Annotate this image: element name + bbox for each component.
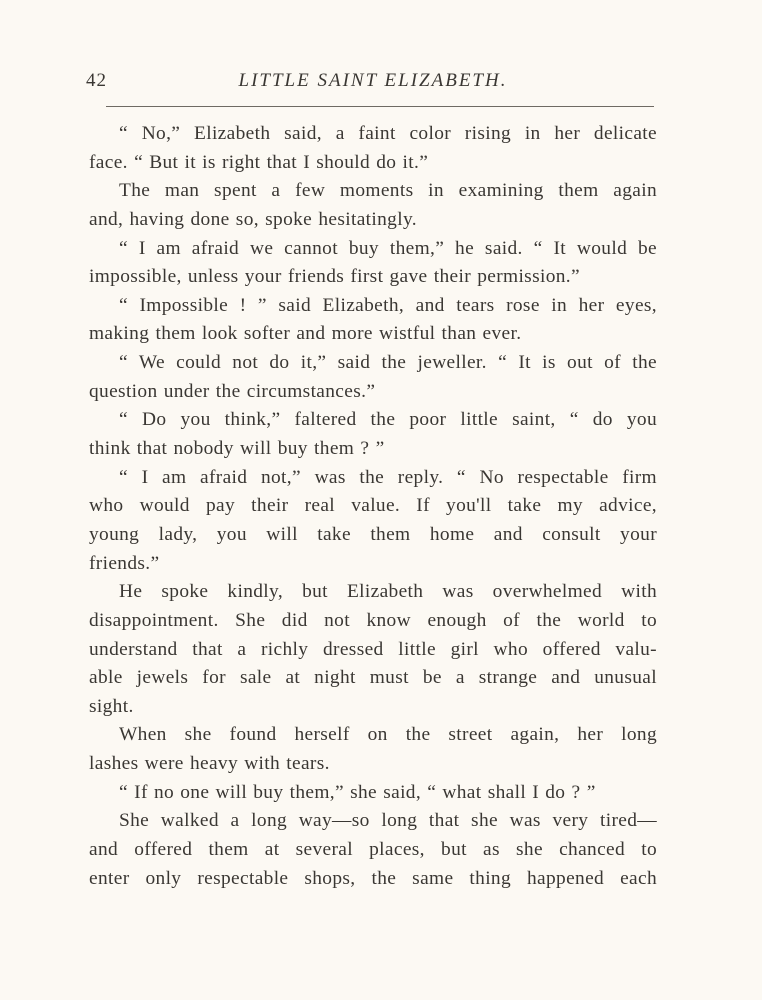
text-line: think that nobody will buy them ? ” bbox=[89, 438, 385, 460]
page-number: 42 bbox=[86, 70, 107, 91]
text-line: lashes were heavy with tears. bbox=[89, 753, 330, 775]
text-line: and, having done so, spoke hesitatingly. bbox=[89, 208, 417, 230]
text-line: When she found herself on the street again, her long bbox=[119, 724, 657, 746]
text-line: able jewels for sale at night must be a strange and unusual bbox=[89, 667, 657, 689]
text-line: making them look softer and more wistful than ever. bbox=[89, 323, 522, 345]
text-line: question under the circumstances.” bbox=[89, 380, 376, 402]
text-line: He spoke kindly, but Elizabeth was overwhelmed with bbox=[119, 581, 657, 603]
text-line: young lady, you will take them home and consult your bbox=[89, 523, 657, 545]
text-line: “ Do you think,” faltered the poor little saint, “ do you bbox=[119, 409, 657, 431]
text-line: “ I am afraid not,” was the reply. “ No respectable firm bbox=[119, 466, 657, 488]
text-line: understand that a richly dressed little girl who offered valu- bbox=[89, 638, 657, 660]
text-line: enter only respectable shops, the same thing happened each bbox=[89, 867, 657, 889]
text-line: “ If no one will buy them,” she said, “ what shall I do ? ” bbox=[119, 781, 596, 803]
text-line: She walked a long way—so long that she was very tired— bbox=[119, 810, 657, 832]
text-line: who would pay their real value. If you'll take my advice, bbox=[89, 495, 657, 517]
text-line: sight. bbox=[89, 695, 134, 717]
running-title: LITTLE SAINT ELIZABETH. bbox=[238, 70, 508, 91]
text-line: “ No,” Elizabeth said, a faint color rising in her delicate bbox=[119, 123, 657, 144]
page-header bbox=[86, 70, 660, 100]
text-line: face. “ But it is right that I should do it.” bbox=[89, 151, 429, 173]
header-rule bbox=[106, 106, 654, 107]
body-text bbox=[89, 120, 657, 893]
text-line: impossible, unless your friends first gave their permission.” bbox=[89, 266, 580, 288]
text-line: disappointment. She did not know enough of the world to bbox=[89, 609, 657, 631]
text-line: friends.” bbox=[89, 552, 160, 574]
text-line: The man spent a few moments in examining them again bbox=[119, 180, 657, 202]
text-line: “ We could not do it,” said the jeweller. “ It is out of the bbox=[119, 352, 657, 374]
text-line: and offered them at several places, but as she chanced to bbox=[89, 839, 657, 861]
text-line: “ I am afraid we cannot buy them,” he said. “ It would be bbox=[119, 237, 657, 259]
text-line: “ Impossible ! ” said Elizabeth, and tears rose in her eyes, bbox=[119, 294, 657, 316]
